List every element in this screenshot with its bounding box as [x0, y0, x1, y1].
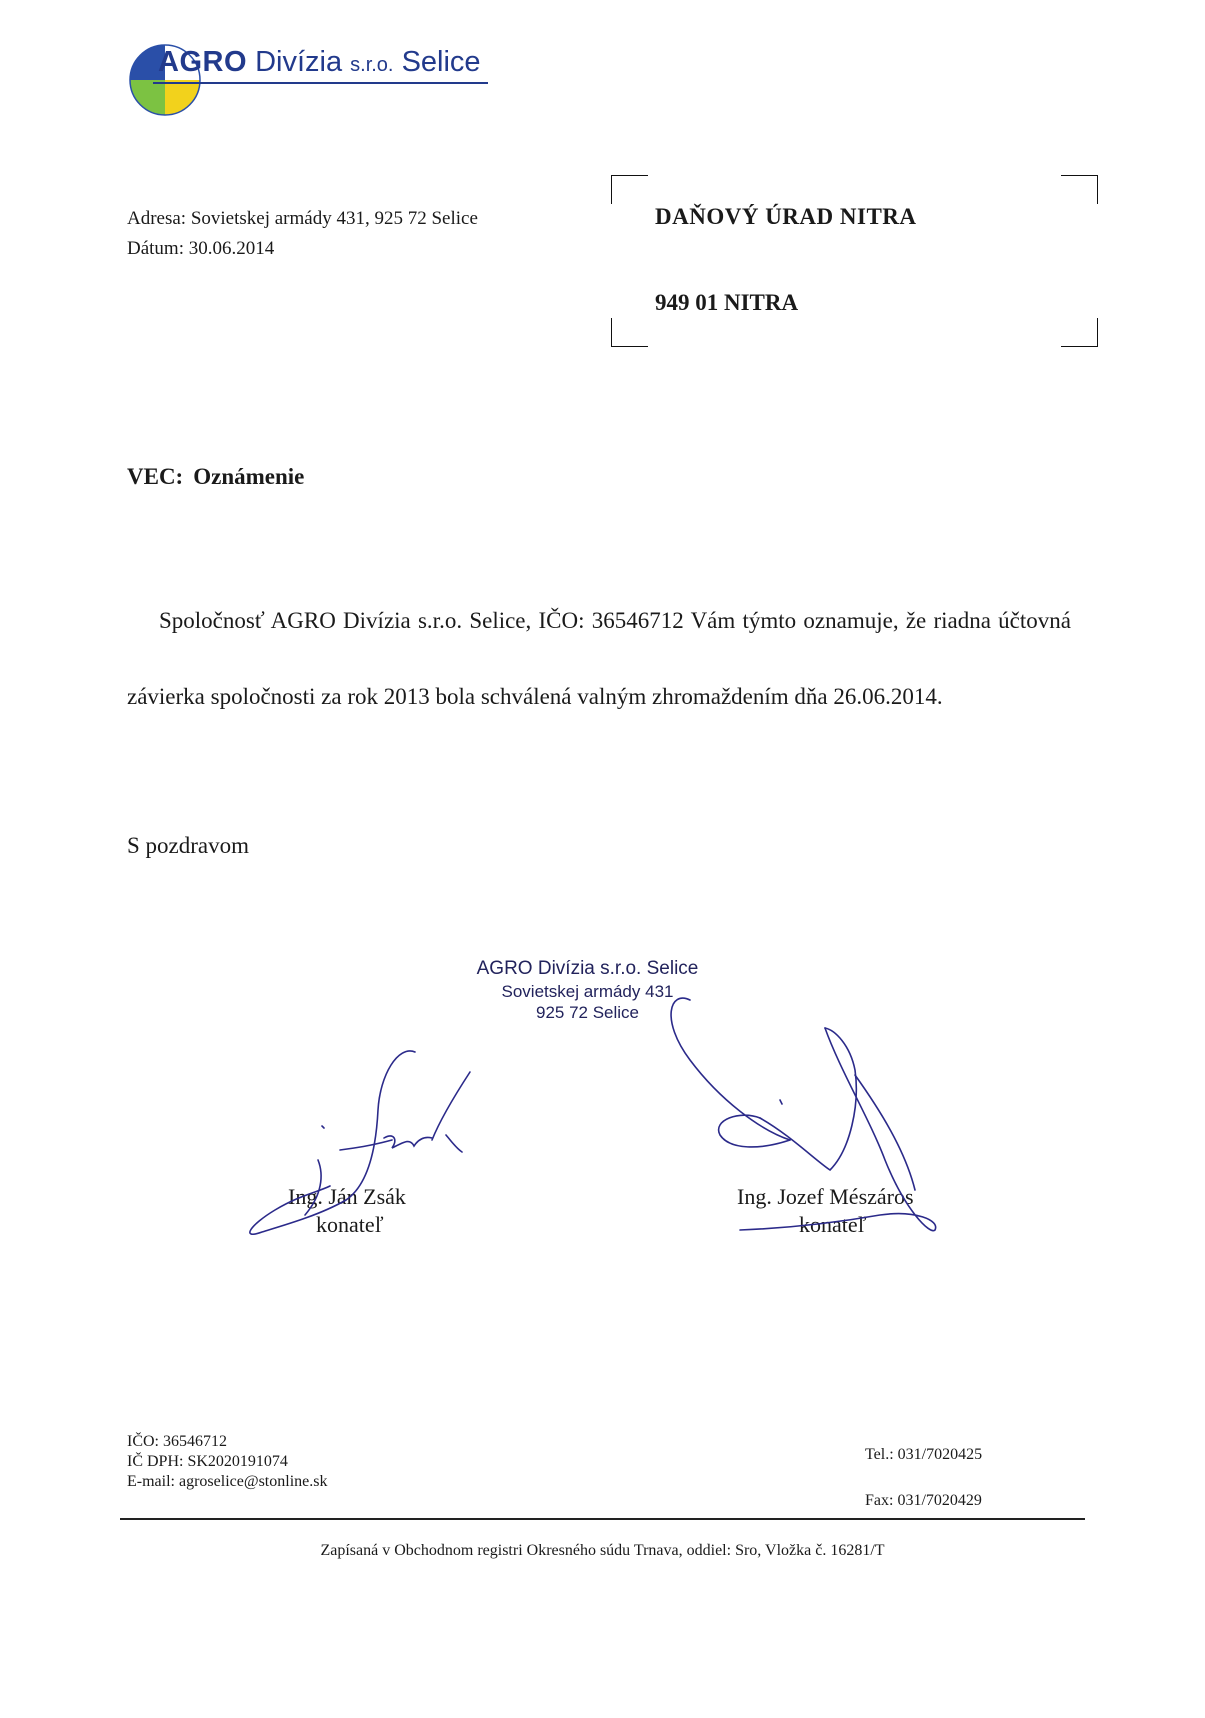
subject-label: VEC:: [127, 464, 184, 489]
signature-right-icon: [671, 998, 936, 1231]
recipient-postcode-city: 949 01 NITRA: [655, 290, 799, 315]
footer-divider: [120, 1518, 1085, 1520]
greeting: S pozdravom: [127, 833, 250, 858]
signature-left-icon: [250, 1051, 470, 1234]
footer-email: E-mail: agroselice@stonline.sk: [127, 1473, 328, 1490]
brand-division: Divízia: [255, 46, 343, 78]
recipient-name: DAŇOVÝ ÚRAD NITRA: [655, 204, 917, 229]
brand-agro: AGRO: [158, 46, 247, 78]
stamp-city: 925 72 Selice: [535, 1003, 640, 1022]
signatory-right-name: Ing. Jozef Mészáros: [737, 1184, 914, 1209]
brand-city: Selice: [401, 46, 481, 78]
signatory-right-role: konateľ: [799, 1212, 867, 1237]
footer-fax: Fax: 031/7020429: [865, 1492, 982, 1509]
brand-form: s.r.o.: [350, 54, 394, 76]
footer-contacts: [865, 1432, 982, 1524]
footer-ico: IČO: 36546712: [127, 1433, 227, 1450]
footer-ic-dph: IČ DPH: SK2020191074: [127, 1453, 288, 1470]
stamp-company: AGRO Divízia s.r.o. Selice: [476, 958, 699, 979]
footer-register-note: Zapísaná v Obchodnom registri Okresného súdu Trnava, oddiel: Sro, Vložka č. 16281/T: [320, 1542, 885, 1559]
sender-address: Adresa: Sovietskej armády 431, 925 72 Selice: [127, 208, 478, 229]
subject-text: Oznámenie: [193, 464, 305, 489]
body-paragraph: Spoločnosť AGRO Divízia s.r.o. Selice, IČO: 36546712 Vám týmto oznamuje, že riadna účtovná závierka spoločnosti za rok 2013 bola schválená valným zhromaždením dňa 26.06.2014.: [127, 608, 1071, 709]
signatory-left-name: Ing. Ján Zsák: [288, 1184, 406, 1209]
footer-tel: Tel.: 031/7020425: [865, 1446, 983, 1463]
signatory-left-role: konateľ: [316, 1212, 384, 1237]
footer-company-ids: [127, 1432, 327, 1492]
stamp-street: Sovietskej armády 431: [501, 982, 674, 1001]
letter-date: Dátum: 30.06.2014: [127, 238, 275, 259]
